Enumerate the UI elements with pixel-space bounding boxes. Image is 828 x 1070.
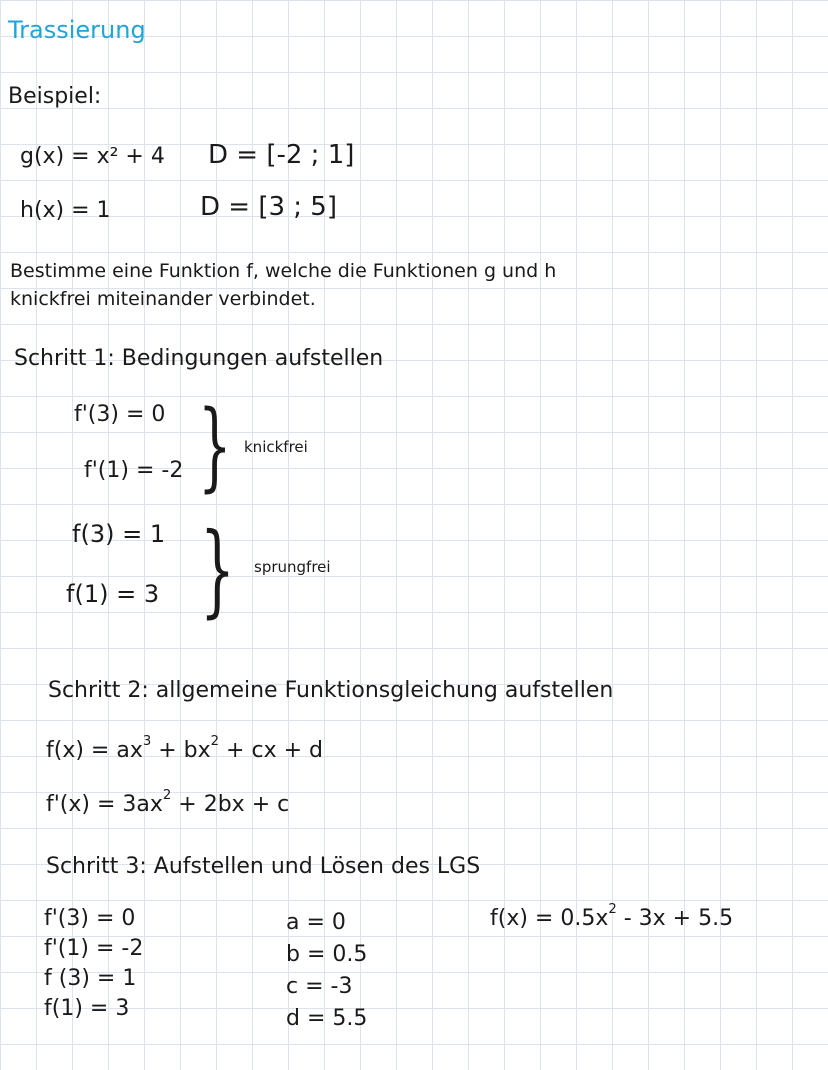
lgs-equation: f'(3) = 0 bbox=[44, 906, 136, 931]
task-line-2: knickfrei miteinander verbindet. bbox=[10, 288, 316, 310]
label-knickfrei: knickfrei bbox=[244, 438, 308, 456]
condition-value-at-1: f(1) = 3 bbox=[66, 580, 160, 608]
result-function: $f(x) = 0.5x^2 - 3x + 5.5$ bbox=[490, 902, 734, 931]
solution-a: a = 0 bbox=[286, 910, 346, 935]
condition-derivative-at-1: f'(1) = -2 bbox=[84, 458, 184, 483]
h-domain: D = [3 ; 5] bbox=[200, 192, 337, 222]
solution-c: c = -3 bbox=[286, 974, 353, 999]
step3-heading: Schritt 3: Aufstellen und Lösen des LGS bbox=[46, 854, 481, 879]
solution-d: d = 5.5 bbox=[286, 1006, 368, 1031]
g-domain: D = [-2 ; 1] bbox=[208, 140, 355, 170]
condition-value-at-3: f(3) = 1 bbox=[72, 520, 166, 548]
brace-sprungfrei: } bbox=[200, 511, 235, 628]
brace-knickfrei: } bbox=[198, 390, 232, 502]
step1-heading: Schritt 1: Bedingungen aufstellen bbox=[14, 346, 384, 371]
condition-derivative-at-3: f'(3) = 0 bbox=[74, 402, 166, 427]
derivative-function: $f'(x) = 3ax^2 + 2bx + c$ bbox=[46, 788, 290, 817]
lgs-equation: f(1) = 3 bbox=[44, 996, 130, 1021]
example-label: Beispiel: bbox=[8, 84, 102, 109]
step2-heading: Schritt 2: allgemeine Funktionsgleichung aufstellen bbox=[48, 678, 614, 703]
g-function: g(x) = x² + 4 bbox=[20, 144, 165, 169]
label-sprungfrei: sprungfrei bbox=[254, 558, 331, 576]
h-function: h(x) = 1 bbox=[20, 198, 111, 223]
page-title: Trassierung bbox=[8, 16, 146, 44]
lgs-equation: f (3) = 1 bbox=[44, 966, 137, 991]
general-function: $f(x) = ax^3 + bx^2$ + cx + d bbox=[46, 734, 323, 763]
lgs-equation: f'(1) = -2 bbox=[44, 936, 144, 961]
task-line-1: Bestimme eine Funktion f, welche die Funktionen g und h bbox=[10, 260, 557, 282]
solution-b: b = 0.5 bbox=[286, 942, 368, 967]
